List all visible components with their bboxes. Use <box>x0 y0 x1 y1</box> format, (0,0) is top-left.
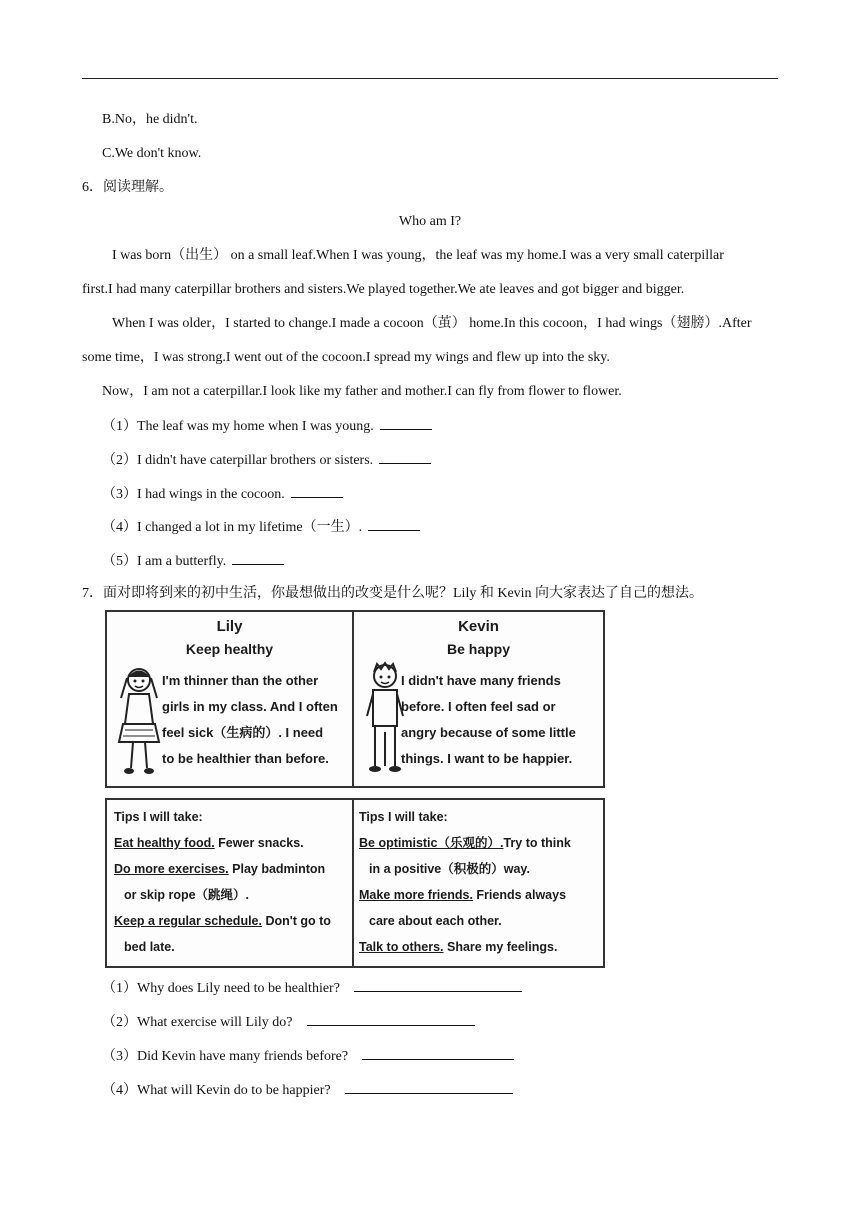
q5-option-c: C.We don't know. <box>102 146 202 161</box>
passage-p2-line2: some time，I was strong.I went out of the cocoon.I spread my wings and flew up into the sky. <box>82 350 610 365</box>
kevin-goal: Be happy <box>446 641 510 657</box>
answer-blank[interactable] <box>380 417 432 430</box>
q6-item: （5）I am a butterfly. <box>102 552 284 571</box>
lily-description: I'm thinner than the other girls in my class. And I often feel sick（生病的）. I need to be healthier than before. <box>162 673 338 766</box>
q7-question: （4）What will Kevin do to be happier? <box>102 1081 513 1100</box>
boy-figure-icon <box>365 660 405 778</box>
lily-card-header <box>107 618 352 657</box>
kevin-description: I didn't have many friends before. I often feel sad or angry because of some little things. I want to be happier. <box>401 673 576 766</box>
passage-p3: Now，I am not a caterpillar.I look like my father and mother.I can fly from flower to flower. <box>102 384 622 399</box>
q7-question: （3）Did Kevin have many friends before? <box>102 1047 514 1066</box>
q6-heading: 6．阅读理解。 <box>82 180 173 195</box>
profile-cards <box>105 610 605 788</box>
q6-item: （3）I had wings in the cocoon. <box>102 485 343 504</box>
kevin-name: Kevin <box>458 618 499 635</box>
q6-item: （1）The leaf was my home when I was young. <box>102 417 432 436</box>
q7-question: （2）What exercise will Lily do? <box>102 1013 475 1032</box>
q6-item: （4）I changed a lot in my lifetime（一生）. <box>102 518 420 537</box>
tips-box <box>105 798 605 968</box>
answer-blank[interactable] <box>232 552 284 565</box>
passage-p1-line1: I was born（出生） on a small leaf.When I was young，the leaf was my home.I was a very small caterpillar <box>112 248 724 263</box>
answer-blank[interactable] <box>291 485 343 498</box>
answer-blank[interactable] <box>379 451 431 464</box>
kevin-tips: Tips I will take: Be optimistic（乐观的）.Try to think in a positive（积极的）way. Make more friends. Friends always care about each other. Talk to others. Share my feelings. <box>359 810 571 954</box>
q5-option-b: B.No，he didn't. <box>102 112 198 127</box>
lily-name: Lily <box>216 618 243 635</box>
kevin-card-header <box>354 618 603 657</box>
lily-tips: Tips I will take: Eat healthy food. Fewer snacks. Do more exercises. Play badminton or skip rope（跳绳）. Keep a regular schedule. Don't go to bed late. <box>114 810 331 954</box>
answer-blank[interactable] <box>354 979 522 992</box>
lily-goal: Keep healthy <box>185 641 274 657</box>
answer-blank[interactable] <box>362 1047 514 1060</box>
q7-question: （1）Why does Lily need to be healthier? <box>102 979 522 998</box>
answer-blank[interactable] <box>345 1081 513 1094</box>
q6-item: （2）I didn't have caterpillar brothers or sisters. <box>102 451 431 470</box>
passage-p1-line2: first.I had many caterpillar brothers and sisters.We played together.We ate leaves and got bigger and bigger. <box>82 282 685 297</box>
q7-heading: 7．面对即将到来的初中生活，你最想做出的改变是什么呢？Lily 和 Kevin 向大家表达了自己的想法。 <box>82 586 704 601</box>
header-rule <box>82 78 778 79</box>
answer-blank[interactable] <box>307 1013 475 1026</box>
girl-figure-icon <box>115 664 163 779</box>
answer-blank[interactable] <box>368 518 420 531</box>
tips-divider <box>352 800 354 966</box>
passage-title: Who am I? <box>398 214 462 229</box>
passage-p2-line1: When I was older，I started to change.I made a cocoon（茧） home.In this cocoon，I had wings（翅膀）.After <box>112 316 752 331</box>
